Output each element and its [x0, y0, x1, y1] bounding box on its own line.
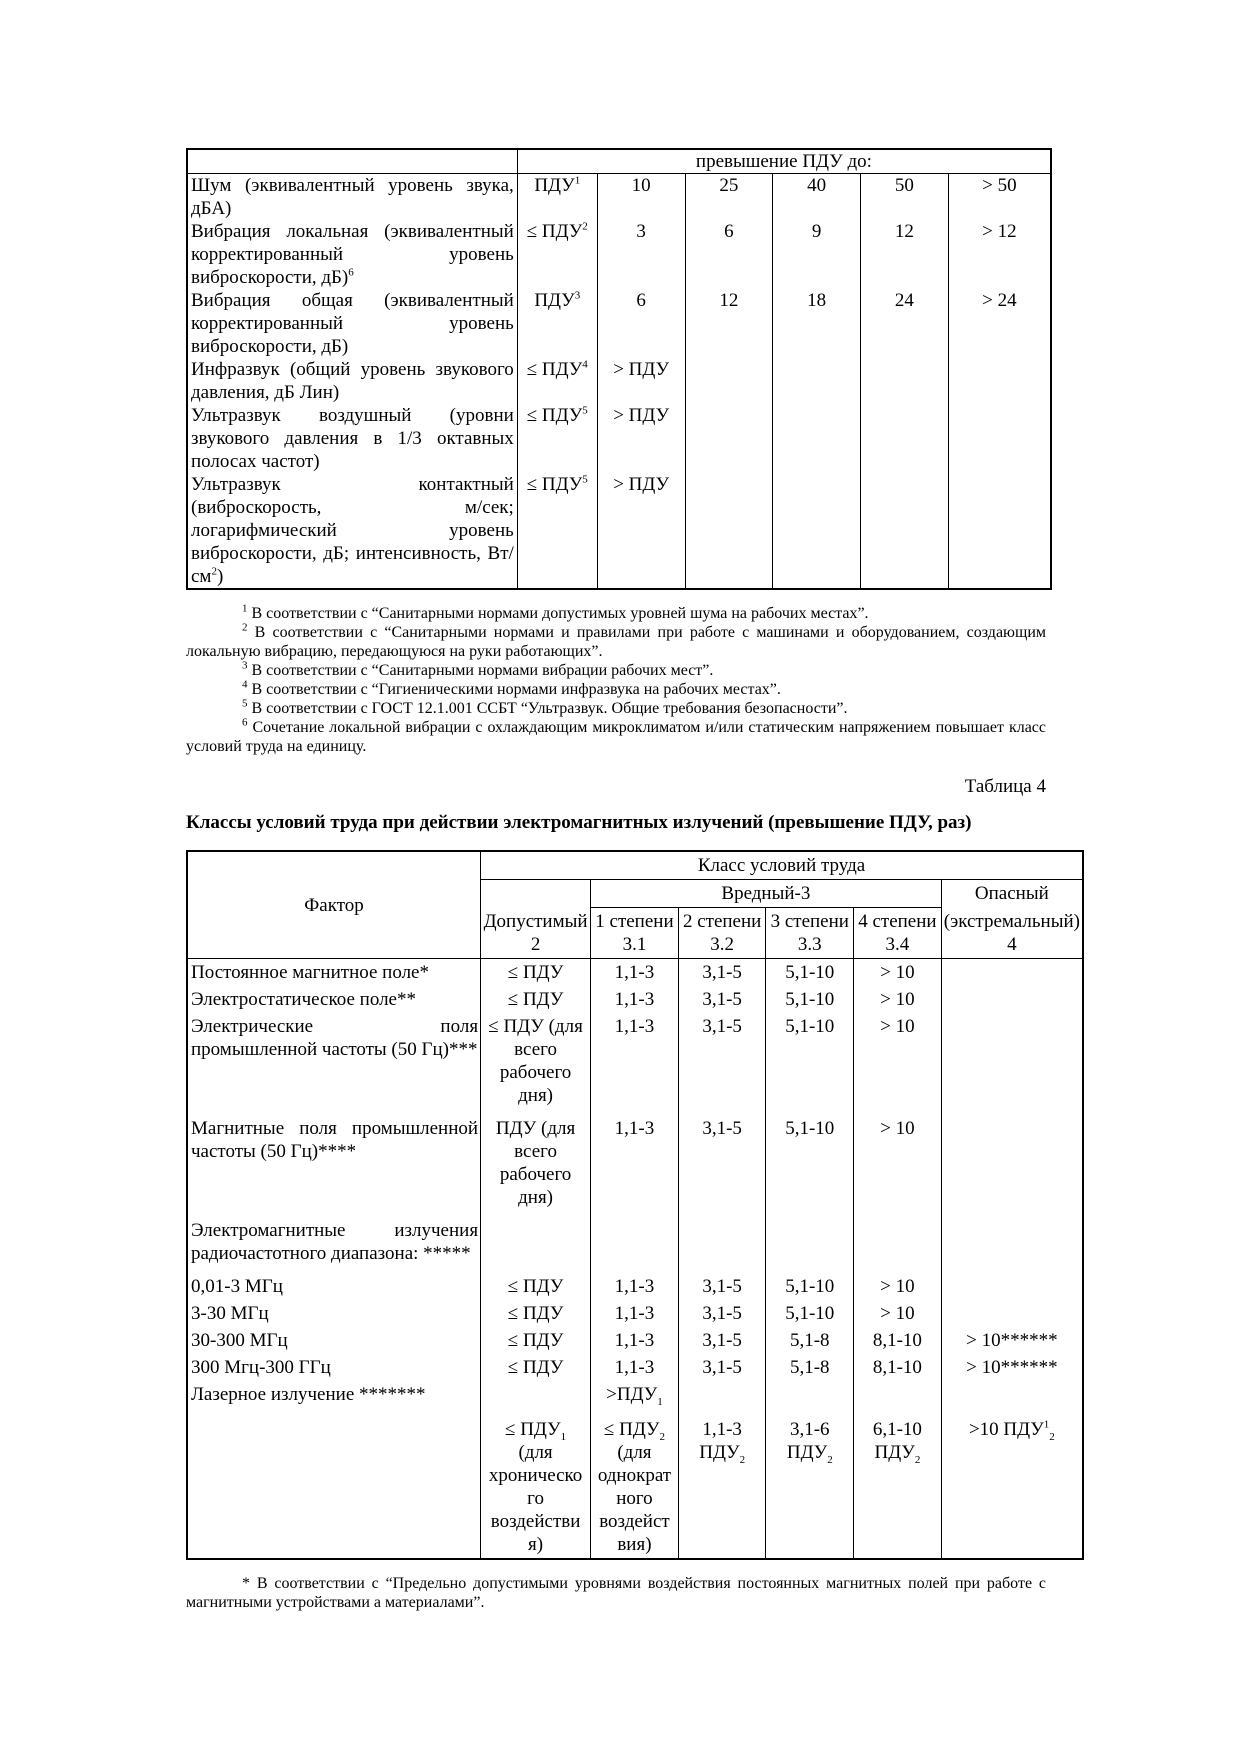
value-cell: 5,1-10: [766, 1013, 854, 1115]
value-cell: ≤ ПДУ (для всего рабочего дня): [481, 1013, 591, 1115]
footnote: $^5$ В соответствии с ГОСТ 12.1.001 ССБТ “Ультразвук. Общие требования безопасности”.: [242, 697, 848, 717]
table-row: [187, 1408, 1083, 1559]
superscript: 3: [242, 659, 248, 672]
value-cell: 6: [685, 220, 773, 289]
value-cell: 25: [685, 174, 773, 221]
header-factor: Фактор: [187, 851, 481, 959]
table-caption: Таблица 4: [964, 776, 1046, 797]
superscript: 1: [242, 602, 248, 615]
value-cell: 8,1-10: [854, 1327, 942, 1354]
value-cell: 3,1-6 $ПДУ_2$: [766, 1408, 854, 1559]
document-page: [186, 148, 1088, 1612]
value-cell: 5,1-10: [766, 1300, 854, 1327]
value-cell: [678, 1381, 766, 1408]
value-cell: [941, 1300, 1083, 1327]
value-cell: 1,1-3: [591, 1013, 679, 1115]
header-col: 3 степени 3.3: [766, 908, 854, 959]
value-cell: > ПДУ: [597, 473, 685, 589]
value-cell: > 10******: [941, 1354, 1083, 1381]
value-cell: 9: [773, 220, 861, 289]
footnote: $^6$ Сочетание локальной вибрации с охлаждающим микроклиматом и/или статическим напряжением повышает класс условий труда на единицу.: [186, 716, 1046, 755]
factor-cell: Шум (эквивалентный уровень звука, дБА): [191, 175, 514, 219]
factor-cell: 30-300 МГц: [191, 1330, 288, 1351]
subscript: 1: [657, 1395, 663, 1408]
value-cell: 3,1-5: [678, 1115, 766, 1217]
value-cell: [481, 1381, 591, 1408]
footnotes: [186, 604, 1046, 756]
header-exceed-label: превышение ПДУ до:: [517, 149, 1051, 174]
value-cell: [773, 473, 861, 589]
value-cell: [948, 404, 1051, 473]
value-cell: > 10: [854, 1115, 942, 1217]
superscript: 1: [1043, 1418, 1050, 1431]
subscript: 2: [659, 1430, 665, 1443]
header-col: (экстремальный) 4: [941, 908, 1083, 959]
table-row: [187, 358, 1051, 404]
value-cell: ≤ ПДУ: [481, 1354, 591, 1381]
value-cell: 1,1-3: [591, 986, 679, 1013]
header-col: 2 степени 3.2: [678, 908, 766, 959]
value-cell: > 10: [854, 1013, 942, 1115]
value-cell: 5,1-10: [766, 986, 854, 1013]
value-cell: [861, 404, 949, 473]
value-cell: 3,1-5: [678, 1013, 766, 1115]
factor-cell: 0,01-3 МГц: [191, 1276, 283, 1297]
subscript: 2: [827, 1453, 833, 1466]
pdu-cell: ≤ $ПДУ^4$: [517, 358, 597, 404]
table-row: [187, 404, 1051, 473]
value-cell: $>ПДУ_1$: [591, 1381, 679, 1408]
value-cell: ≤ ПДУ: [481, 1300, 591, 1327]
value-cell: >10 $ПДУ^1_2$: [941, 1408, 1083, 1559]
table-row: [187, 174, 1051, 221]
footnote: $^2$ В соответствии с “Санитарными нормами и правилами при работе с машинами и оборудованием, создающим локальную вибрацию, передающуюся на руки работающих”.: [186, 621, 1046, 660]
value-cell: 5,1-8: [766, 1327, 854, 1354]
value-cell: > ПДУ: [597, 404, 685, 473]
value-cell: [861, 473, 949, 589]
footnote-magnetic: * В соответствии с “Предельно допустимыми уровнями воздействия постоянных магнитных полей при работе с магнитными устройствами а материалами”.: [186, 1575, 1046, 1611]
pdu-cell: ПДУ$^3$: [517, 289, 597, 358]
table-row: [187, 289, 1051, 358]
value-cell: [941, 986, 1083, 1013]
superscript: 4: [582, 358, 588, 371]
factor-cell: Электромагнитные излучения радиочастотного диапазона: *****: [191, 1220, 479, 1264]
value-cell: > 10: [854, 986, 942, 1013]
value-cell: 1,1-3: [591, 1327, 679, 1354]
value-cell: [941, 1013, 1083, 1115]
factor-cell: Лазерное излучение *******: [191, 1384, 426, 1405]
table-row: [187, 959, 1083, 987]
factor-cell: 3-30 МГц: [191, 1303, 269, 1324]
value-cell: 18: [773, 289, 861, 358]
value-cell: ≤ ПДУ: [481, 1327, 591, 1354]
value-cell: > 10: [854, 1273, 942, 1300]
value-cell: > 12: [948, 220, 1051, 289]
value-cell: [773, 358, 861, 404]
superscript: 6: [242, 716, 248, 729]
header-col: 4 степени 3.4: [854, 908, 942, 959]
superscript: 4: [242, 678, 248, 691]
value-cell: [766, 1217, 854, 1273]
header-class: Класс условий труда: [481, 851, 1083, 880]
value-cell: 1,1-3: [591, 1354, 679, 1381]
table-row: [187, 1013, 1083, 1115]
value-cell: > 50: [948, 174, 1051, 221]
value-cell: 40: [773, 174, 861, 221]
value-cell: ≤ ПДУ: [481, 959, 591, 987]
header-danger: Опасный: [941, 880, 1083, 908]
superscript: 3: [574, 289, 581, 302]
superscript: 1: [574, 174, 581, 187]
factor-cell: [187, 1408, 481, 1559]
value-cell: ≤ ПДУ: [481, 986, 591, 1013]
em-radiation-table: [186, 850, 1084, 1560]
value-cell: [481, 1217, 591, 1273]
factor-cell: Вибрация локальная (эквивалентный корректированный уровень виброскорости, дБ)$^6$: [191, 221, 514, 288]
factor-cell: Ультразвук воздушный (уровни звукового давления в 1/3 октавных полосах частот): [191, 405, 514, 472]
factor-cell: 300 Мгц-300 ГГц: [191, 1357, 331, 1378]
factor-cell: Ультразвук контактный (виброскорость, м/сек; логарифмический уровень виброскорости, дБ; интенсивность, $Вт/см^2$): [191, 474, 514, 587]
value-cell: [678, 1217, 766, 1273]
value-cell: [861, 358, 949, 404]
value-cell: > 10: [854, 1300, 942, 1327]
value-cell: 50: [861, 174, 949, 221]
table-row: [187, 1217, 1083, 1273]
value-cell: 3: [597, 220, 685, 289]
value-cell: [941, 1217, 1083, 1273]
value-cell: [591, 1217, 679, 1273]
table-row: [187, 1273, 1083, 1300]
value-cell: 5,1-8: [766, 1354, 854, 1381]
noise-vibration-table: [186, 148, 1052, 590]
value-cell: 6,1-10 $ПДУ_2$: [854, 1408, 942, 1559]
header-col: Допустимый 2: [481, 908, 591, 959]
value-cell: [941, 1381, 1083, 1408]
value-cell: 1,1-3: [591, 959, 679, 987]
value-cell: 24: [861, 289, 949, 358]
value-cell: ПДУ (для всего рабочего дня): [481, 1115, 591, 1217]
value-cell: [685, 404, 773, 473]
value-cell: 1,1-3: [591, 1300, 679, 1327]
value-cell: ≤ $ПДУ_2$ (для однократ ного воздейст вия): [591, 1408, 679, 1559]
table-row: [187, 1327, 1083, 1354]
superscript: 6: [348, 266, 354, 279]
superscript: 2: [211, 565, 217, 578]
footnote: $^4$ В соответствии с “Гигиеническими нормами инфразвука на рабочих местах”.: [242, 678, 781, 698]
value-cell: 3,1-5: [678, 1300, 766, 1327]
value-cell: [685, 358, 773, 404]
value-cell: 10: [597, 174, 685, 221]
subscript: 2: [1049, 1430, 1055, 1443]
superscript: 5: [242, 697, 248, 710]
value-cell: 3,1-5: [678, 1327, 766, 1354]
superscript: 5: [582, 404, 588, 417]
footnote: $^3$ В соответствии с “Санитарными нормами вибрации рабочих мест”.: [242, 659, 714, 679]
factor-cell: Инфразвук (общий уровень звукового давления, дБ Лин): [191, 359, 514, 403]
table-row: [187, 1300, 1083, 1327]
value-cell: [854, 1381, 942, 1408]
superscript: 5: [582, 473, 588, 486]
pdu-cell: ≤ $ПДУ^5$: [517, 473, 597, 589]
subscript: 2: [739, 1453, 746, 1466]
value-cell: 5,1-10: [766, 1115, 854, 1217]
header-empty-cell: [187, 149, 517, 174]
pdu-cell: ≤ $ПДУ^2$: [517, 220, 597, 289]
value-cell: > 10******: [941, 1327, 1083, 1354]
pdu-cell: ПДУ$^1$: [517, 174, 597, 221]
value-cell: [948, 473, 1051, 589]
value-cell: > 10: [854, 959, 942, 987]
pdu-cell: ≤ $ПДУ^5$: [517, 404, 597, 473]
value-cell: 1,1-3: [591, 1115, 679, 1217]
value-cell: 6: [597, 289, 685, 358]
value-cell: ≤ $ПДУ_1$ (для хроническо го воздействи я): [481, 1408, 591, 1559]
value-cell: 5,1-10: [766, 1273, 854, 1300]
value-cell: 5,1-10: [766, 959, 854, 987]
value-cell: 12: [685, 289, 773, 358]
footnote: $^1$ В соответствии с “Санитарными нормами допустимых уровней шума на рабочих местах”.: [242, 602, 869, 622]
factor-cell: Вибрация общая (эквивалентный корректированный уровень виброскорости, дБ): [191, 290, 514, 357]
table-row: [187, 473, 1051, 589]
table-header-row: [187, 149, 1051, 174]
value-cell: 8,1-10: [854, 1354, 942, 1381]
value-cell: ≤ ПДУ: [481, 1273, 591, 1300]
value-cell: [773, 404, 861, 473]
subscript: 2: [914, 1453, 921, 1466]
table-row: [187, 1354, 1083, 1381]
table-row: [187, 220, 1051, 289]
value-cell: > ПДУ: [597, 358, 685, 404]
value-cell: 12: [861, 220, 949, 289]
factor-cell: Постоянное магнитное поле*: [191, 962, 429, 983]
value-cell: 3,1-5: [678, 986, 766, 1013]
header-harmful: Вредный-3: [591, 880, 942, 908]
table-row: [187, 986, 1083, 1013]
factor-cell: Магнитные поля промышленной частоты (50 Гц)****: [191, 1118, 479, 1162]
value-cell: [941, 1115, 1083, 1217]
table-header-row: [187, 851, 1083, 880]
subscript: 1: [560, 1430, 567, 1443]
value-cell: 3,1-5: [678, 959, 766, 987]
value-cell: [941, 959, 1083, 987]
value-cell: 1,1-3 $ПДУ_2$: [678, 1408, 766, 1559]
header-col: 1 степени 3.1: [591, 908, 679, 959]
value-cell: 1,1-3: [591, 1273, 679, 1300]
value-cell: [766, 1381, 854, 1408]
value-cell: 3,1-5: [678, 1354, 766, 1381]
value-cell: [854, 1217, 942, 1273]
superscript: 2: [582, 220, 588, 233]
value-cell: > 24: [948, 289, 1051, 358]
factor-cell: Электростатическое поле**: [191, 989, 416, 1010]
value-cell: [941, 1273, 1083, 1300]
superscript: 2: [242, 621, 248, 634]
factor-cell: Электрические поля промышленной частоты (50 Гц)***: [191, 1016, 479, 1060]
value-cell: [948, 358, 1051, 404]
table-title: Классы условий труда при действии электромагнитных излучений (превышение ПДУ, раз): [186, 812, 972, 833]
value-cell: [685, 473, 773, 589]
table-row: [187, 1115, 1083, 1217]
value-cell: 3,1-5: [678, 1273, 766, 1300]
table-row: [187, 1381, 1083, 1408]
